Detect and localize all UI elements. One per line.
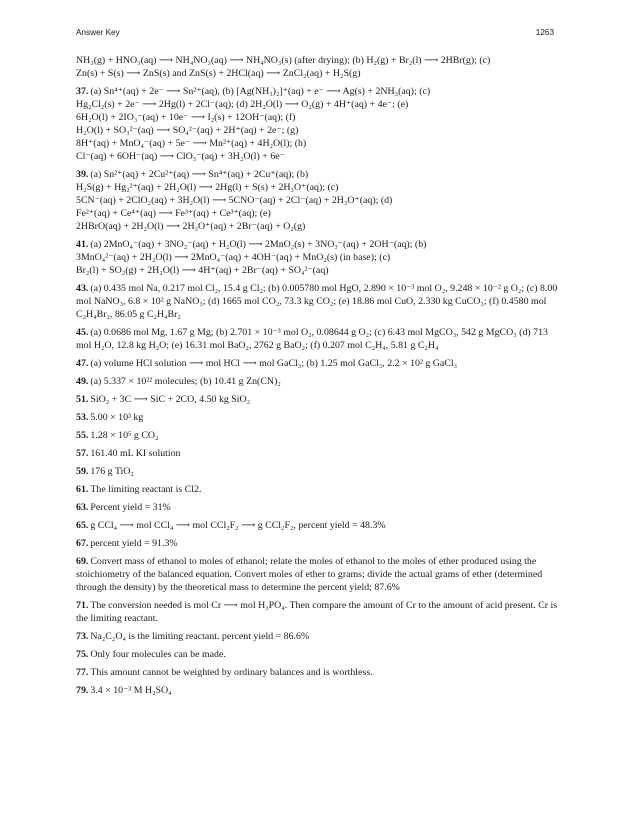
answer-number: 73.	[76, 631, 89, 642]
header-title: Answer Key	[76, 28, 120, 37]
answer-text	[76, 375, 558, 388]
answer-number: 59.	[76, 466, 89, 477]
answer-text	[76, 666, 558, 679]
answer-text	[76, 326, 558, 352]
answer-entry	[76, 483, 558, 496]
answer-text	[76, 501, 558, 514]
answer-text	[76, 447, 558, 460]
answer-body: 1.28 × 10⁵ g CO₂	[90, 430, 159, 441]
answer-entry	[76, 429, 558, 442]
answer-body: g CCl₄ ⟶ mol CCl₄ ⟶ mol CCl₂F₂ ⟶ g CCl₂F₂, percent yield = 48.3%	[90, 520, 386, 531]
answer-entry	[76, 375, 558, 388]
answer-number: 61.	[76, 484, 89, 495]
answer-text	[76, 282, 558, 321]
answer-text	[76, 537, 558, 550]
answer-text	[76, 357, 558, 370]
answer-entry	[76, 54, 558, 80]
answer-list	[76, 54, 558, 720]
answer-text	[76, 519, 558, 532]
answer-line: Hg₂Cl₂(s) + 2e⁻ ⟶ 2Hg(l) + 2Cl⁻(aq); (d) 2H₂O(l) ⟶ O₂(g) + 4H⁺(aq) + 4e⁻; (e)	[76, 99, 409, 110]
answer-number: 75.	[76, 649, 89, 660]
answer-entry	[76, 630, 558, 643]
answer-line: 6H₂O(l) + 2IO₃⁻(aq) + 10e⁻ ⟶ I₂(s) + 12OH⁻(aq); (f)	[76, 112, 296, 123]
answer-body: (a) 0.435 mol Na, 0.217 mol Cl₂, 15.4 g Cl₂; (b) 0.005780 mol HgO, 2.890 × 10⁻³ mol O₂, 9.248 × 10⁻² g O₂; (c) 8.00 mol NaNO₃, 6.8 × 10² g NaNO₃; (d) 1665 mol CO₂, 73.3 kg CO₂; (e) 18.86 mol CuO, 2.330 kg CuCO₃; (f) 0.4580 mol C₂H₄Br₂, 86.05 g C₂H₄Br₂	[76, 283, 558, 320]
answer-text	[76, 648, 558, 661]
answer-body: (a) 5.337 × 10²² molecules; (b) 10.41 g Zn(CN)₂	[90, 376, 281, 387]
answer-body: 5.00 × 10³ kg	[90, 412, 144, 423]
answer-entry	[76, 599, 558, 625]
answer-text	[76, 599, 558, 625]
answer-number: 39.	[76, 169, 89, 180]
answer-number: 45.	[76, 327, 89, 338]
answer-body: 3.4 × 10⁻³ M H₂SO₄	[90, 685, 172, 696]
answer-line: 8H⁺(aq) + MnO₄⁻(aq) + 5e⁻ ⟶ Mn²⁺(aq) + 4H₂O(l); (h)	[76, 138, 307, 149]
answer-body: Percent yield = 31%	[90, 502, 171, 513]
answer-entry	[76, 393, 558, 406]
answer-entry	[76, 357, 558, 370]
answer-text	[76, 465, 558, 478]
answer-entry	[76, 537, 558, 550]
answer-text	[76, 684, 558, 697]
answer-line	[76, 168, 558, 181]
answer-line: H₂O(l) + SO₃²⁻(aq) ⟶ SO₄²⁻(aq) + 2H⁺(aq) + 2e⁻; (g)	[76, 125, 299, 136]
answer-line	[76, 85, 558, 98]
answer-entry	[76, 648, 558, 661]
answer-text	[76, 555, 558, 594]
answer-body: percent yield = 91.3%	[90, 538, 178, 549]
answer-line: 3MnO₄²⁻(aq) + 2H₂O(l) ⟶ 2MnO₄⁻(aq) + 4OH⁻(aq) + MnO₂(s) (in base); (c)	[76, 252, 391, 263]
answer-body: Convert mass of ethanol to moles of ethanol; relate the moles of ethanol to the moles of ether produced using the stoichiometry of the balanced equation. Convert moles of ether to grams; divide the actual grams of ether (determined through the density) by the theoretical mass to determine the percent yield; 87.6%	[76, 556, 543, 593]
answer-text	[76, 483, 558, 496]
answer-number: 79.	[76, 685, 89, 696]
answer-entry	[76, 282, 558, 321]
answer-line: Zn(s) + S(s) ⟶ ZnS(s) and ZnS(s) + 2HCl(aq) ⟶ ZnCl₂(aq) + H₂S(g)	[76, 68, 361, 79]
page-number: 1263	[535, 28, 554, 37]
answer-entry	[76, 684, 558, 697]
answer-text	[76, 702, 558, 715]
answer-body: (a) 0.0686 mol Mg, 1.67 g Mg; (b) 2.701 × 10⁻³ mol O₂, 0.08644 g O₂; (c) 6.43 mol MgCO₃, 542 g MgCO₃ (d) 713 mol H₂O, 12.8 kg H₂O; (e) 16.31 mol BaO₂, 2762 g BaO₂; (f) 0.207 mol C₂H₄, 5.81 g C₂H₄	[76, 327, 548, 351]
answer-line: 2HBrO(aq) + 2H₂O(l) ⟶ 2H₃O⁺(aq) + 2Br⁻(aq) + O₂(g)	[76, 221, 306, 232]
answer-line: Br₂(l) + SO₂(g) + 2H₂O(l) ⟶ 4H⁺(aq) + 2Br⁻(aq) + SO₄²⁻(aq)	[76, 265, 329, 276]
answer-line: NH₃(g) + HNO₃(aq) ⟶ NH₄NO₃(aq) ⟶ NH₄NO₃(s) (after drying); (b) H₂(g) + Br₂(l) ⟶ 2HBr(g); (c)	[76, 55, 491, 66]
answer-entry	[76, 465, 558, 478]
answer-line: Cl⁻(aq) + 6OH⁻(aq) ⟶ ClO₃⁻(aq) + 3H₂O(l) + 6e⁻	[76, 151, 285, 162]
answer-entry	[76, 168, 558, 233]
answer-number: 55.	[76, 430, 89, 441]
answer-entry	[76, 326, 558, 352]
answer-body: Na₂C₂O₄ is the limiting reactant. percent yield = 86.6%	[90, 631, 310, 642]
answer-text	[76, 429, 558, 442]
answer-body: SiO₂ + 3C ⟶ SiC + 2CO, 4.50 kg SiO₂	[90, 394, 251, 405]
answer-number: 71.	[76, 600, 89, 611]
answer-text	[76, 411, 558, 424]
answer-body: Only four molecules can be made.	[90, 649, 226, 660]
answer-entry	[76, 519, 558, 532]
answer-number: 37.	[76, 86, 89, 97]
running-header	[76, 27, 554, 39]
answer-number: 53.	[76, 412, 89, 423]
answer-entry	[76, 85, 558, 163]
answer-entry	[76, 555, 558, 594]
answer-number: 67.	[76, 538, 89, 549]
answer-number: 77.	[76, 667, 89, 678]
answer-body: This amount cannot be weighted by ordinary balances and is worthless.	[90, 667, 373, 678]
answer-body: (a) volume HCl solution ⟶ mol HCl ⟶ mol GaCl₃; (b) 1.25 mol GaCl₃, 2.2 × 10² g GaCl₃	[90, 358, 458, 369]
answer-number: 41.	[76, 239, 89, 250]
answer-entry	[76, 501, 558, 514]
answer-number: 63.	[76, 502, 89, 513]
answer-line: Fe²⁺(aq) + Ce⁴⁺(aq) ⟶ Fe³⁺(aq) + Ce³⁺(aq); (e)	[76, 208, 271, 219]
answer-text	[76, 393, 558, 406]
answer-entry	[76, 702, 558, 715]
answer-entry	[76, 411, 558, 424]
answer-body: The limiting reactant is Cl2.	[90, 484, 202, 495]
answer-line: 5CN⁻(aq) + 2ClO₂(aq) + 3H₂O(l) ⟶ 5CNO⁻(aq) + 2Cl⁻(aq) + 2H₃O⁺(aq); (d)	[76, 195, 393, 206]
answer-number: 47.	[76, 358, 89, 369]
answer-entry	[76, 666, 558, 679]
answer-number: 43.	[76, 283, 89, 294]
answer-body: 176 g TiO₂	[90, 466, 134, 477]
answer-number: 57.	[76, 448, 89, 459]
answer-number: 65.	[76, 520, 89, 531]
answer-entry	[76, 238, 558, 277]
answer-line: H₂S(g) + Hg₂²⁺(aq) + 2H₂O(l) ⟶ 2Hg(l) + S(s) + 2H₃O⁺(aq); (c)	[76, 182, 339, 193]
answer-number: 49.	[76, 376, 89, 387]
answer-entry	[76, 447, 558, 460]
answer-number: 69.	[76, 556, 89, 567]
answer-body: 161.40 mL KI solution	[90, 448, 181, 459]
answer-line	[76, 238, 558, 251]
answer-line-text: (a) Sn⁴⁺(aq) + 2e⁻ ⟶ Sn²⁺(aq), (b) [Ag(NH₃)₂]⁺(aq) + e⁻ ⟶ Ag(s) + 2NH₃(aq); (c)	[90, 86, 431, 97]
answer-line-text: (a) Sn²⁺(aq) + 2Cu²⁺(aq) ⟶ Sn⁴⁺(aq) + 2Cu⁺(aq); (b)	[90, 169, 309, 180]
answer-number: 51.	[76, 394, 89, 405]
answer-line-text: (a) 2MnO₄⁻(aq) + 3NO₂⁻(aq) + H₂O(l) ⟶ 2MnO₂(s) + 3NO₃⁻(aq) + 2OH⁻(aq); (b)	[90, 239, 427, 250]
answer-body: The conversion needed is mol Cr ⟶ mol H₃PO₄. Then compare the amount of Cr to the amount of acid present. Cr is the limiting reactant.	[76, 600, 558, 624]
answer-text	[76, 630, 558, 643]
